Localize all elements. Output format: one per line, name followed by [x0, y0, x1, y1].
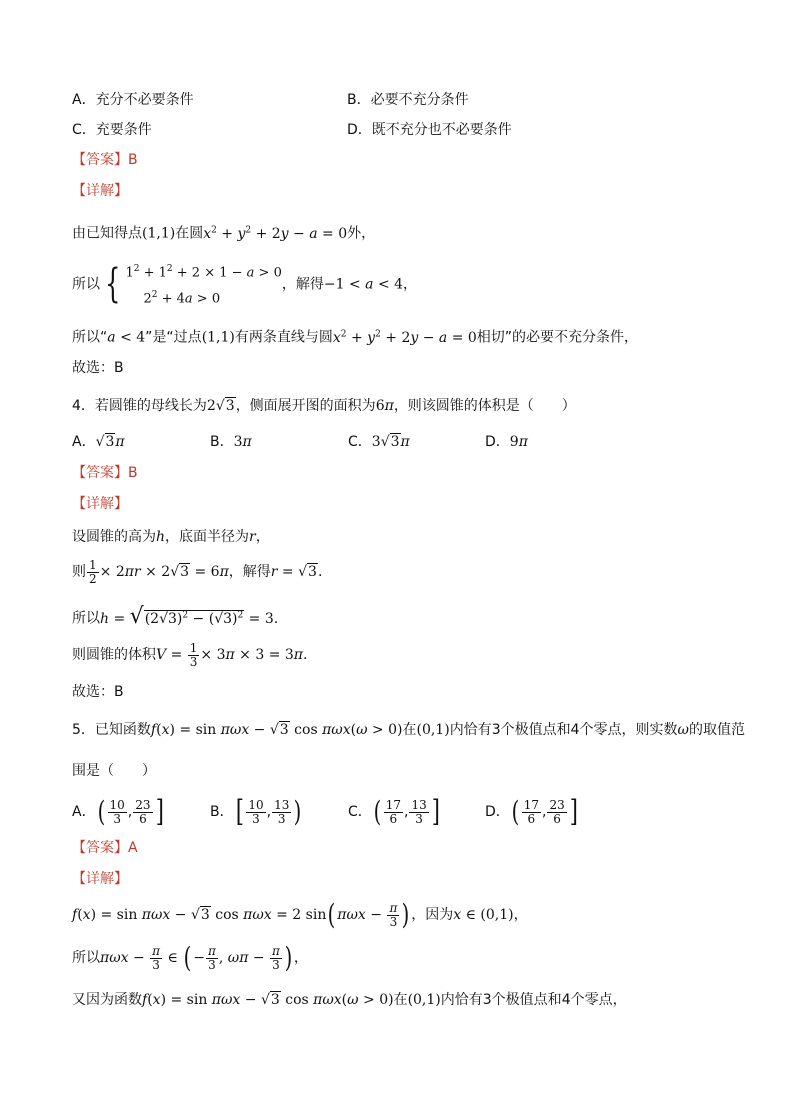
math: (0,1)	[407, 992, 441, 1008]
q5-detail-label: 【详解】	[72, 871, 128, 887]
option-letter: A．	[72, 92, 96, 108]
math: $x^2 + y^2 + 2y - a = 0$	[203, 225, 348, 242]
answer-label: 【答案】	[72, 465, 128, 481]
bracket: (	[327, 898, 336, 931]
text: 有两条直线与圆	[234, 329, 333, 346]
text: 在圆	[175, 225, 204, 242]
text: 5．已知函数	[72, 722, 151, 738]
math: $x^2 + y^2 + 2y - a = 0$	[332, 329, 477, 346]
text: 在	[393, 992, 408, 1008]
q3-option-a	[72, 90, 194, 110]
q5-line-1	[72, 897, 528, 933]
option-letter: C．	[348, 434, 372, 450]
option-letter: B．	[210, 804, 234, 820]
q5-option-a: A．( $\frac{10}{3}$ , $\frac{23}{6}$ ]	[72, 794, 164, 829]
q4-detail-label: 【详解】	[72, 496, 128, 512]
math: × 3π × 3 = 3π.	[200, 647, 308, 663]
q5-stem-line-1	[72, 720, 745, 740]
option-letter: A．	[72, 434, 96, 450]
brace: {	[105, 261, 121, 308]
q4-option-a	[72, 432, 125, 452]
math: ∈	[163, 950, 183, 966]
text: 4．若圆锥的母线长为	[72, 398, 207, 414]
math: (1,1)	[142, 225, 176, 242]
math: , ωπ −	[218, 950, 270, 966]
option-letter: A．	[72, 804, 96, 820]
math: r	[249, 529, 256, 545]
math: (0,1)	[416, 722, 450, 738]
fraction: $\frac{1}{3}$	[189, 640, 198, 669]
answer-value: B	[128, 465, 138, 481]
bracket: ]	[431, 794, 440, 829]
text: 内恰有	[440, 992, 483, 1008]
text: ，	[255, 529, 270, 545]
text: ，因为	[411, 907, 454, 923]
text: 在	[402, 722, 417, 738]
bracket: )	[293, 795, 302, 828]
math: −1 < a < 4	[323, 276, 404, 293]
q5-option-b: B．[ $\frac{10}{3}$ , $\frac{13}{3}$ )	[210, 794, 302, 829]
q5-option-c: C．( $\frac{17}{6}$ , $\frac{13}{3}$ ]	[348, 794, 440, 829]
text: 所以	[72, 950, 100, 966]
option-letter: B．	[347, 92, 371, 108]
text: ”是“过点	[145, 329, 202, 346]
fraction: $\frac{23}{6}$	[549, 797, 565, 826]
text: 设圆锥的高为	[72, 529, 156, 545]
math-system: $1^2 + 1^2 + 2 \times 1 - a > 0$ $2^2 + 4a > 0$	[125, 264, 282, 307]
math: −	[193, 950, 205, 966]
math: $h = √(2√3)^2 - (√3)^2 = 3$.	[100, 603, 279, 629]
text: ，底面半径为	[165, 529, 250, 545]
text: 所以	[72, 610, 100, 627]
bracket: ]	[569, 794, 578, 829]
text: 则圆锥的体积	[72, 647, 156, 663]
option-letter: C．	[72, 122, 96, 138]
answer-label: 【答案】	[72, 840, 128, 856]
q4-answer	[72, 463, 138, 483]
option-text: 充要条件	[95, 122, 152, 138]
fraction: $\frac{10}{3}$	[109, 797, 125, 826]
text: ，	[403, 276, 418, 293]
fraction: $\frac{\pi}{3}$	[389, 900, 398, 929]
fraction: $\frac{23}{6}$	[135, 797, 151, 826]
bracket: (	[511, 795, 520, 828]
q4-line-4	[72, 638, 307, 672]
fraction: $\frac{13}{3}$	[274, 797, 290, 826]
text: ，解得	[281, 276, 324, 293]
math: 9π	[509, 434, 528, 450]
text: 则	[72, 564, 86, 580]
math: r = √3.	[270, 564, 323, 580]
text: 3个极值点和	[491, 722, 571, 738]
q3-answer	[72, 150, 138, 170]
bracket: ]	[155, 794, 164, 829]
math: πωx −	[100, 950, 150, 966]
option-text: 必要不充分条件	[370, 92, 469, 108]
text: 的取值范	[688, 722, 745, 738]
math: (1,1)	[201, 329, 235, 346]
fraction: $\frac{17}{6}$	[385, 797, 401, 826]
math: 3π	[233, 434, 252, 450]
text: ，侧面展开图的面积为	[235, 398, 376, 414]
text: 所以“	[72, 329, 108, 346]
fraction: $\frac{1}{2}$	[89, 557, 97, 586]
text: 4个零点，则实数	[570, 722, 678, 738]
text: ，	[293, 950, 308, 966]
option-letter: D．	[485, 804, 510, 820]
q5-option-d: D．( $\frac{17}{6}$ , $\frac{23}{6}$ ]	[485, 794, 578, 829]
text: ，解得	[228, 564, 271, 580]
fraction: $\frac{\pi}{3}$	[152, 943, 161, 972]
q5-line-3	[72, 990, 627, 1010]
q5-line-2	[72, 940, 308, 976]
bracket: [	[235, 794, 244, 829]
math: f(x) = sin πωx − √3 cos πωx(ω > 0)	[142, 992, 394, 1008]
q3-line-3	[72, 324, 638, 348]
q4-option-d	[485, 432, 528, 452]
q4-option-b	[210, 432, 252, 452]
text: 内恰有	[449, 722, 492, 738]
q3-choose: 故选：B	[72, 360, 124, 376]
q5-answer	[72, 838, 138, 858]
text: ，	[513, 907, 528, 923]
fraction: $\frac{\pi}{3}$	[207, 943, 216, 972]
fraction: $\frac{17}{6}$	[523, 797, 539, 826]
math: f(x) = sin πωx − √3 cos πωx(ω > 0)	[150, 722, 403, 738]
answer-value: B	[128, 152, 138, 168]
bracket: (	[373, 795, 382, 828]
q5-stem-line-2: 围是（ ）	[72, 763, 156, 779]
q3-line-1	[72, 220, 375, 244]
math: √3π	[95, 434, 125, 450]
q3-option-c	[72, 120, 152, 140]
math: ω	[677, 722, 689, 738]
q3-option-d	[347, 120, 512, 140]
text: 所以	[72, 276, 100, 293]
q4-line-2	[72, 555, 322, 589]
math: h	[156, 529, 166, 545]
fraction: $\frac{\pi}{3}$	[272, 943, 280, 972]
option-text: 充分不必要条件	[95, 92, 194, 108]
text: 相切”的必要不充分条件，	[476, 329, 639, 346]
text: 由已知得点	[72, 225, 142, 242]
math: 6π	[375, 398, 394, 414]
bracket: (	[183, 941, 192, 974]
bracket: )	[284, 941, 293, 974]
fraction: $\frac{10}{3}$	[248, 797, 264, 826]
q4-choose: 故选：B	[72, 684, 124, 700]
option-letter: B．	[210, 434, 234, 450]
math: x ∈ (0,1)	[453, 907, 514, 923]
fraction: $\frac{13}{3}$	[411, 797, 427, 826]
q3-line-2	[72, 258, 417, 306]
text: ，则该圆锥的体积是（ ）	[393, 398, 576, 414]
answer-value: A	[128, 840, 138, 856]
bracket: (	[97, 795, 105, 828]
math: 2√3	[206, 398, 235, 414]
q4-stem	[72, 396, 576, 416]
text: 3个极值点和	[482, 992, 562, 1008]
q4-line-1	[72, 527, 270, 547]
option-letter: D．	[485, 434, 510, 450]
text: 又因为函数	[72, 992, 142, 1008]
option-letter: D．	[347, 122, 372, 138]
q4-option-c	[348, 432, 410, 452]
math: πωx −	[337, 907, 387, 923]
math: × 2πr × 2√3 = 6π	[99, 564, 229, 580]
option-letter: C．	[348, 804, 372, 820]
math: V =	[156, 647, 187, 663]
answer-label: 【答案】	[72, 152, 128, 168]
bracket: )	[401, 898, 410, 931]
q4-line-3	[72, 598, 278, 632]
text: 4个零点，	[561, 992, 627, 1008]
option-text: 既不充分也不必要条件	[371, 122, 512, 138]
q3-option-b	[347, 90, 469, 110]
text: 外，	[347, 225, 376, 242]
q3-detail-label: 【详解】	[72, 183, 128, 199]
math: f(x) = sin πωx − √3 cos πωx = 2 sin	[72, 907, 327, 923]
math: a < 4	[107, 329, 146, 346]
math: 3√3π	[371, 434, 410, 450]
